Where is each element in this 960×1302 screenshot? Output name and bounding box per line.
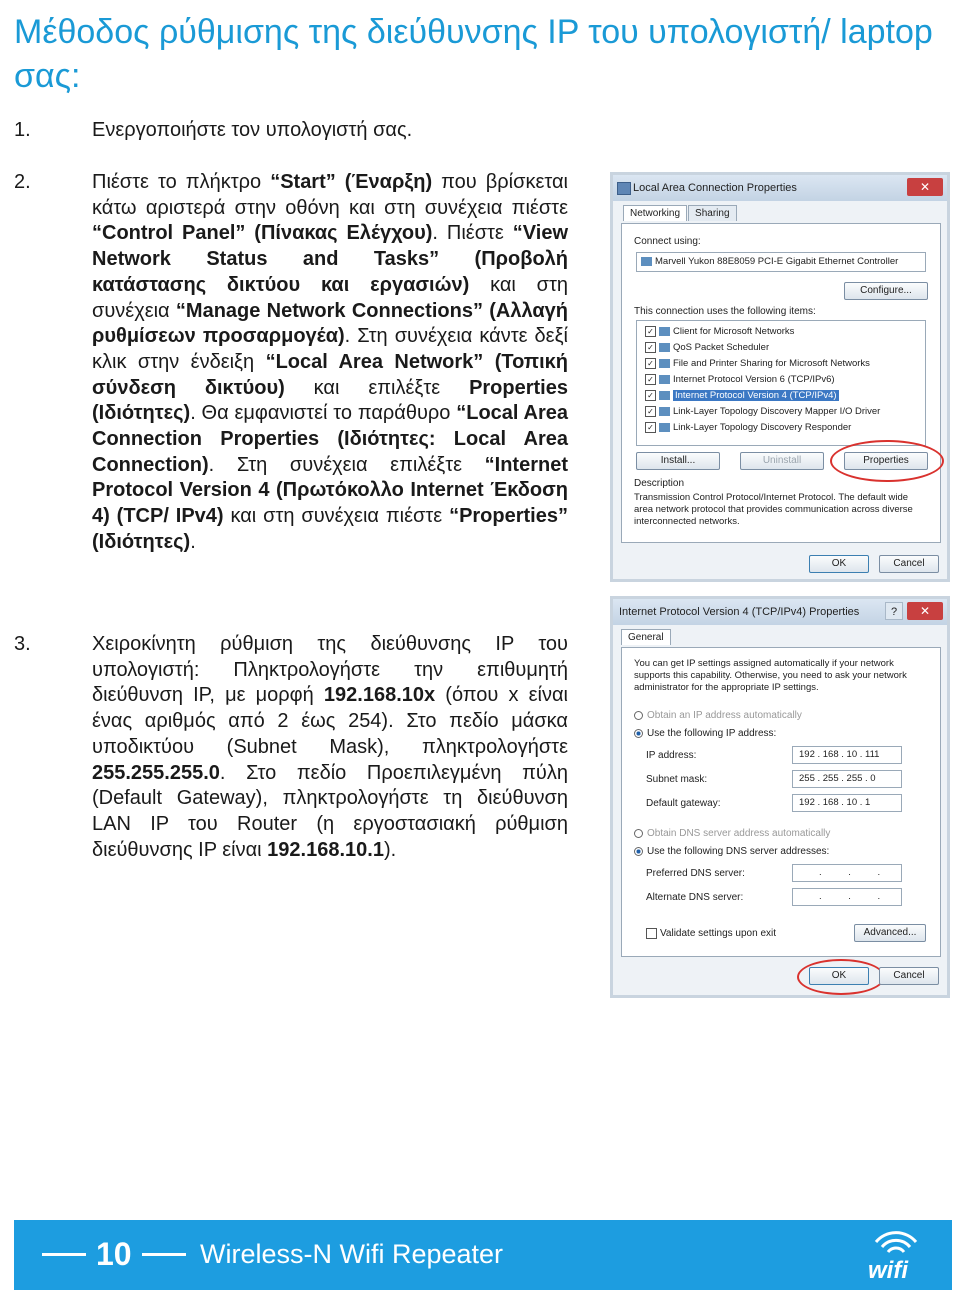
page-footer (14, 1220, 952, 1290)
radio-icon[interactable] (634, 847, 643, 856)
list-item-selected[interactable]: ✓ Internet Protocol Version 4 (TCP/IPv4) (645, 389, 839, 403)
default-gateway-label: Default gateway: (646, 798, 721, 809)
checkbox-icon[interactable]: ✓ (645, 390, 656, 401)
checkbox-icon[interactable]: ✓ (645, 342, 656, 353)
tab-general[interactable]: General (621, 629, 671, 645)
radio-icon[interactable] (634, 729, 643, 738)
cancel-button[interactable]: Cancel (879, 967, 939, 985)
page-title: Μέθοδος ρύθμισης της διεύθυνσης IP του υπολογιστή/ laptop σας: (14, 13, 933, 95)
step-text: Πιέστε το πλήκτρο “Start” (Έναρξη) που βρίσκεται κάτω αριστερά στην οθόνη και στη συνέχεια πιέστε “Control Panel” (Πίνακας Ελέγχου). Πιέστε “View Network Status and Tasks” (Προβολή κατάστασης δικτύου και εργασιών) και στη συνέχεια “Manage Network Connections” (Αλλαγή ρυθμίσεων προσαρμογέα). Στη συνέχεια κάντε δεξί κλικ στην ένδειξη “Local Area Network” (Τοπική σύνδεση δικτύου) και επιλέξτε Properties (Ιδιότητες). Θα εμφανιστεί το παράθυρο “Local Area Connection Properties (Ιδιότητες: Local Area Connection). Στη συνέχεια επιλέξτε “Internet Protocol Version 4 (Πρωτόκολλο Internet Έκδοση 4) (TCP/ IPv4) και στη συνέχεια πιέστε “Properties” (Ιδιότητες). (92, 171, 569, 553)
networking-panel (621, 223, 941, 543)
obtain-dns-radio[interactable]: Obtain DNS server address automatically (634, 828, 830, 839)
checkbox-icon[interactable]: ✓ (645, 374, 656, 385)
tab-strip (621, 629, 672, 647)
properties-button[interactable]: Properties (844, 452, 928, 470)
validate-checkbox[interactable]: Validate settings upon exit (646, 928, 776, 939)
service-icon (659, 359, 670, 368)
service-icon (659, 343, 670, 352)
dialog-titlebar (613, 599, 947, 625)
list-item[interactable]: ✓ Internet Protocol Version 6 (TCP/IPv6) (645, 373, 835, 387)
use-dns-radio[interactable]: Use the following DNS server addresses: (634, 846, 829, 857)
uninstall-button[interactable]: Uninstall (740, 452, 824, 470)
protocol-icon (659, 391, 670, 400)
help-button[interactable]: ? (885, 602, 903, 620)
use-ip-radio[interactable]: Use the following IP address: (634, 728, 776, 739)
footer-divider (42, 1253, 86, 1256)
wifi-logo-text: wifi (868, 1257, 908, 1284)
step-number: 1. (14, 119, 31, 141)
description-text: Transmission Control Protocol/Internet Protocol. The default wide area network protocol that provides communication across diverse interconnected networks. (634, 492, 913, 527)
radio-icon[interactable] (634, 711, 643, 720)
protocol-icon (659, 407, 670, 416)
network-icon (617, 182, 631, 195)
dialog-title: Local Area Connection Properties (633, 182, 797, 194)
advanced-button[interactable]: Advanced... (854, 924, 926, 942)
subnet-mask-label: Subnet mask: (646, 774, 708, 785)
adapter-field: Marvell Yukon 88E8059 PCI-E Gigabit Ethernet Controller (636, 252, 926, 272)
connect-using-label: Connect using: (634, 236, 701, 247)
highlight-circle (797, 959, 885, 995)
items-label: This connection uses the following items: (634, 306, 816, 317)
install-button[interactable]: Install... (636, 452, 720, 470)
adapter-icon (641, 257, 652, 266)
ip-address-input[interactable]: 192 . 168 . 10 . 111 (792, 746, 902, 764)
alternate-dns-input[interactable]: . . . (792, 888, 902, 906)
ip-address-label: IP address: (646, 750, 697, 761)
configure-button[interactable]: Configure... (844, 282, 928, 300)
ipv4-properties-dialog (610, 596, 950, 998)
preferred-dns-label: Preferred DNS server: (646, 868, 745, 879)
wifi-signal-icon (866, 1228, 926, 1258)
intro-text: You can get IP settings assigned automatically if your network supports this capability. Otherwise, you need to ask your network administrator for the appropriate IP settings. (634, 658, 907, 693)
dialog-title: Internet Protocol Version 4 (TCP/IPv4) Properties (619, 606, 860, 618)
step-text: Ενεργοποιήστε τον υπολογιστή σας. (92, 119, 413, 141)
step-number: 3. (14, 633, 31, 655)
default-gateway-input[interactable]: 192 . 168 . 10 . 1 (792, 794, 902, 812)
list-item[interactable]: ✓ Link-Layer Topology Discovery Mapper I/O Driver (645, 405, 880, 419)
checkbox-icon[interactable]: ✓ (645, 422, 656, 433)
cancel-button[interactable]: Cancel (879, 555, 939, 573)
radio-icon[interactable] (634, 829, 643, 838)
general-panel (621, 647, 941, 957)
highlight-circle (830, 440, 944, 482)
page-number: 10 (96, 1236, 132, 1272)
ok-button[interactable]: OK (809, 555, 869, 573)
tab-strip (623, 205, 738, 223)
close-button[interactable]: ✕ (907, 178, 943, 196)
subnet-mask-input[interactable]: 255 . 255 . 255 . 0 (792, 770, 902, 788)
step-text: Χειροκίνητη ρύθμιση της διεύθυνσης IP του υπολογιστή: Πληκτρολογήστε την επιθυμητή διεύθυνση IP, με μορφή 192.168.10x (όπου x είναι ένας αριθμός από 2 έως 254). Στο πεδίο μάσκα υποδικτύου (Subnet Mask), πληκτρολογήστε 255.255.255.0. Στο πεδίο Προεπιλεγμένη πύλη (Default Gateway), πληκτρολογήστε τη διεύθυνση LAN IP του Router (η εργοστασιακή ρύθμιση διεύθυνσης IP είναι 192.168.10.1). (92, 633, 568, 861)
items-list (636, 320, 926, 446)
tab-sharing[interactable]: Sharing (688, 205, 736, 221)
list-item[interactable]: ✓ QoS Packet Scheduler (645, 341, 769, 355)
dialog-titlebar (613, 175, 947, 201)
checkbox-icon[interactable]: ✓ (645, 326, 656, 337)
description-label: Description (634, 478, 685, 489)
checkbox-icon[interactable]: ✓ (645, 406, 656, 417)
close-button[interactable]: ✕ (907, 602, 943, 620)
wifi-logo (866, 1228, 926, 1286)
list-item[interactable]: ✓ File and Printer Sharing for Microsoft Networks (645, 357, 870, 371)
list-item[interactable]: ✓ Link-Layer Topology Discovery Responder (645, 421, 851, 435)
protocol-icon (659, 375, 670, 384)
obtain-ip-radio[interactable]: Obtain an IP address automatically (634, 710, 802, 721)
checkbox-icon[interactable] (646, 928, 657, 939)
footer-title: Wireless-N Wifi Repeater (200, 1239, 504, 1269)
alternate-dns-label: Alternate DNS server: (646, 892, 744, 903)
step-number: 2. (14, 171, 31, 193)
local-area-connection-dialog (610, 172, 950, 582)
tab-networking[interactable]: Networking (623, 205, 687, 221)
protocol-icon (659, 423, 670, 432)
ok-button[interactable]: OK (809, 967, 869, 985)
footer-divider (142, 1253, 186, 1256)
client-icon (659, 327, 670, 336)
checkbox-icon[interactable]: ✓ (645, 358, 656, 369)
preferred-dns-input[interactable]: . . . (792, 864, 902, 882)
list-item[interactable]: ✓ Client for Microsoft Networks (645, 325, 794, 339)
